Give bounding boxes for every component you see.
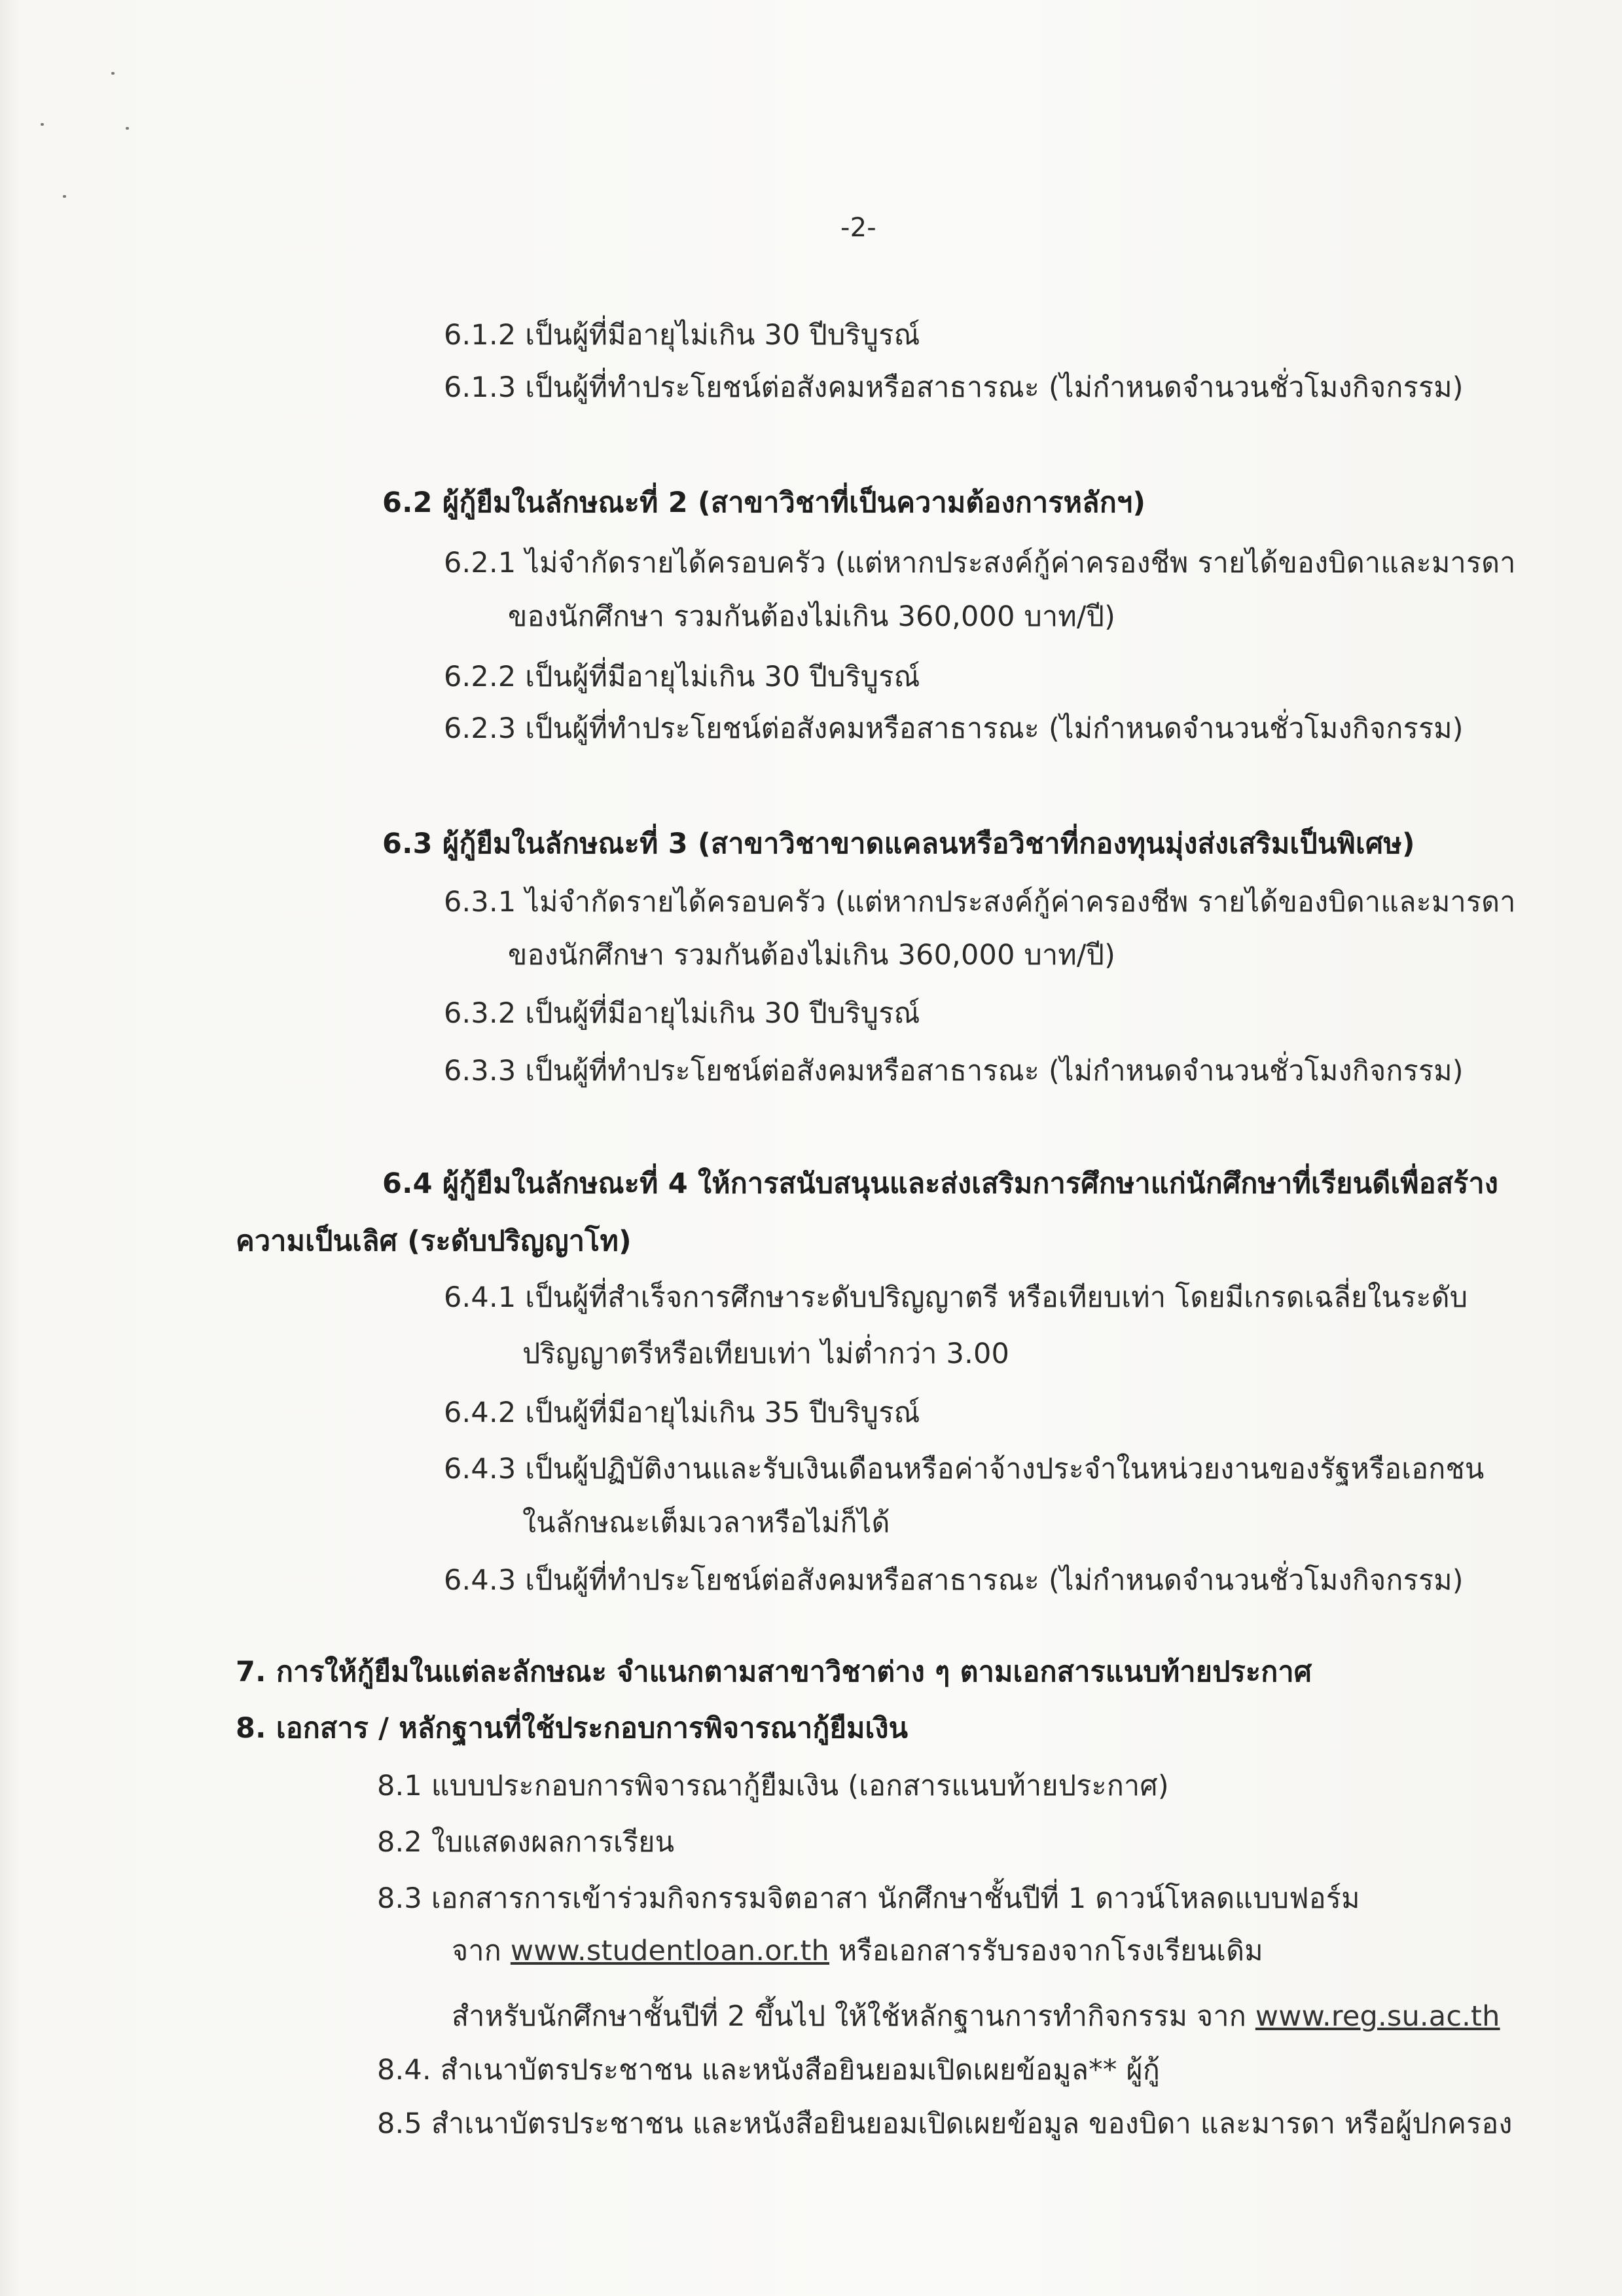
item-8-4: 8.4. สำเนาบัตรประชาชน และหนังสือยินยอมเปิดเผยข้อมูล** ผู้กู้ xyxy=(377,2054,1161,2086)
item-8-3-line2-suffix: หรือเอกสารรับรองจากโรงเรียนเดิม xyxy=(829,1935,1263,1967)
item-6-1-3: 6.1.3 เป็นผู้ที่ทำประโยชน์ต่อสังคมหรือสาธารณะ (ไม่กำหนดจำนวนชั่วโมงกิจกรรม) xyxy=(444,371,1464,404)
item-6-3-1-line2: ของนักศึกษา รวมกันต้องไม่เกิน 360,000 บาท/ปี) xyxy=(508,939,1116,972)
item-6-3-3: 6.3.3 เป็นผู้ที่ทำประโยชน์ต่อสังคมหรือสาธารณะ (ไม่กำหนดจำนวนชั่วโมงกิจกรรม) xyxy=(444,1055,1464,1087)
item-6-4-3-line1: 6.4.3 เป็นผู้ปฏิบัติงานและรับเงินเดือนหรือค่าจ้างประจำในหน่วยงานของรัฐหรือเอกชน xyxy=(444,1453,1485,1485)
item-6-4-1-line1: 6.4.1 เป็นผู้ที่สำเร็จการศึกษาระดับปริญญาตรี หรือเทียบเท่า โดยมีเกรดเฉลี่ยในระดับ xyxy=(444,1281,1468,1314)
heading-6-4-line2: ความเป็นเลิศ (ระดับปริญญาโท) xyxy=(236,1225,632,1258)
scan-speck xyxy=(111,72,115,75)
scan-speck xyxy=(126,127,129,130)
reg-su-link[interactable]: www.reg.su.ac.th xyxy=(1255,2000,1500,2033)
item-6-4-3-activity: 6.4.3 เป็นผู้ที่ทำประโยชน์ต่อสังคมหรือสาธารณะ (ไม่กำหนดจำนวนชั่วโมงกิจกรรม) xyxy=(444,1564,1464,1597)
item-8-3-line1: 8.3 เอกสารการเข้าร่วมกิจกรรมจิตอาสา นักศึกษาชั้นปีที่ 1 ดาวน์โหลดแบบฟอร์ม xyxy=(377,1882,1360,1915)
item-6-2-1-line1: 6.2.1 ไม่จำกัดรายได้ครอบครัว (แต่หากประสงค์กู้ค่าครองชีพ รายได้ของบิดาและมารดา xyxy=(444,547,1516,579)
heading-7: 7. การให้กู้ยืมในแต่ละลักษณะ จำแนกตามสาขาวิชาต่าง ๆ ตามเอกสารแนบท้ายประกาศ xyxy=(236,1656,1312,1688)
scan-speck xyxy=(41,123,44,126)
item-8-3-line3-prefix: สำหรับนักศึกษาชั้นปีที่ 2 ขึ้นไป ให้ใช้หลักฐานการทำกิจกรรม จาก xyxy=(452,2000,1255,2033)
heading-8: 8. เอกสาร / หลักฐานที่ใช้ประกอบการพิจารณากู้ยืมเงิน xyxy=(236,1712,909,1745)
page-number: -2- xyxy=(840,213,876,243)
item-8-2: 8.2 ใบแสดงผลการเรียน xyxy=(377,1826,675,1859)
item-6-4-1-line2: ปริญญาตรีหรือเทียบเท่า ไม่ต่ำกว่า 3.00 xyxy=(522,1338,1010,1370)
item-8-3-line3 xyxy=(452,1997,1500,2036)
heading-6-3: 6.3 ผู้กู้ยืมในลักษณะที่ 3 (สาขาวิชาขาดแคลนหรือวิชาที่กองทุนมุ่งส่งเสริมเป็นพิเศษ) xyxy=(382,828,1415,860)
heading-6-4-line1: 6.4 ผู้กู้ยืมในลักษณะที่ 4 ให้การสนับสนุนและส่งเสริมการศึกษาแก่นักศึกษาที่เรียนดีเพื่อสร้าง xyxy=(382,1167,1499,1200)
item-8-1: 8.1 แบบประกอบการพิจารณากู้ยืมเงิน (เอกสารแนบท้ายประกาศ) xyxy=(377,1770,1169,1802)
item-6-2-2: 6.2.2 เป็นผู้ที่มีอายุไม่เกิน 30 ปีบริบูรณ์ xyxy=(444,661,920,693)
item-6-4-3-line2: ในลักษณะเต็มเวลาหรือไม่ก็ได้ xyxy=(522,1506,890,1539)
item-6-3-1-line1: 6.3.1 ไม่จำกัดรายได้ครอบครัว (แต่หากประสงค์กู้ค่าครองชีพ รายได้ของบิดาและมารดา xyxy=(444,886,1516,919)
item-8-5: 8.5 สำเนาบัตรประชาชน และหนังสือยินยอมเปิดเผยข้อมูล ของบิดา และมารดา หรือผู้ปกครอง xyxy=(377,2107,1513,2140)
item-6-2-1-line2: ของนักศึกษา รวมกันต้องไม่เกิน 360,000 บาท/ปี) xyxy=(508,600,1116,633)
item-8-3-line2-prefix: จาก xyxy=(452,1935,511,1967)
item-6-3-2: 6.3.2 เป็นผู้ที่มีอายุไม่เกิน 30 ปีบริบูรณ์ xyxy=(444,997,920,1030)
item-6-2-3: 6.2.3 เป็นผู้ที่ทำประโยชน์ต่อสังคมหรือสาธารณะ (ไม่กำหนดจำนวนชั่วโมงกิจกรรม) xyxy=(444,712,1464,745)
heading-6-2: 6.2 ผู้กู้ยืมในลักษณะที่ 2 (สาขาวิชาที่เป็นความต้องการหลักฯ) xyxy=(382,486,1146,519)
item-6-1-2: 6.1.2 เป็นผู้ที่มีอายุไม่เกิน 30 ปีบริบูรณ์ xyxy=(444,319,920,352)
item-6-4-2: 6.4.2 เป็นผู้ที่มีอายุไม่เกิน 35 ปีบริบูรณ์ xyxy=(444,1396,920,1429)
item-8-3-line2 xyxy=(452,1931,1263,1971)
studentloan-link[interactable]: www.studentloan.or.th xyxy=(510,1935,830,1967)
scan-speck xyxy=(63,195,66,198)
